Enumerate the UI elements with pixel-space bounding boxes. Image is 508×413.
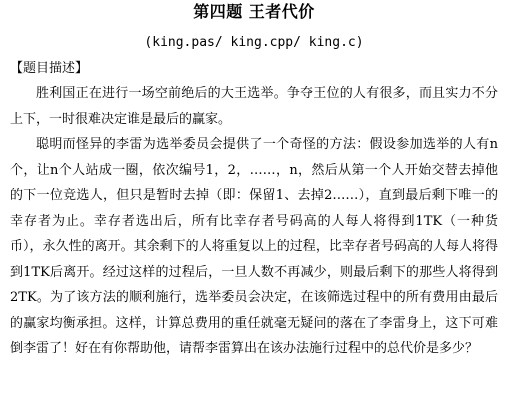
problem-title: 第四题 王者代价 [193, 2, 315, 21]
source-files-line: (king.pas/ king.cpp/ king.c) [144, 35, 364, 50]
section-heading-description: 【题目描述】 [10, 61, 89, 76]
description-paragraph-1: 胜利国正在进行一场空前绝后的大王选举。争夺王位的人有很多，而且实力不分上下，一时很难决定谁是最后的赢家。 [10, 86, 498, 127]
description-paragraph-2: 聪明而怪异的李雷为选举委员会提供了一个奇怪的方法：假设参加选举的人有n个，让n个人站成一圈，依次编号1，2，……，n，然后从第一个人开始交替去掉他的下一位竞选人，但只是暂时去掉（即：保留1、去掉2……），直到最后剩下唯一的幸存者为止。幸存者选出后，所有比幸存者号码高的人每人将得到1TK（一种货币），永久性的离开。其余剩下的人将重复以上的过程，比幸存者号码高的人每人将得到1TK后离开。经过这样的过程后，一旦人数不再减少，则最后剩下的那些人将得到2TK。为了该方法的顺利施行，选举委员会决定，在该筛选过程中的所有费用由最后的赢家均衡承担。这样，计算总费用的重任就毫无疑问的落在了李雷身上，这下可难倒李雷了！好在有你帮助他，请帮李雷算出在该办法施行过程中的总代价是多少？ [10, 137, 498, 356]
problem-page [0, 2, 508, 413]
